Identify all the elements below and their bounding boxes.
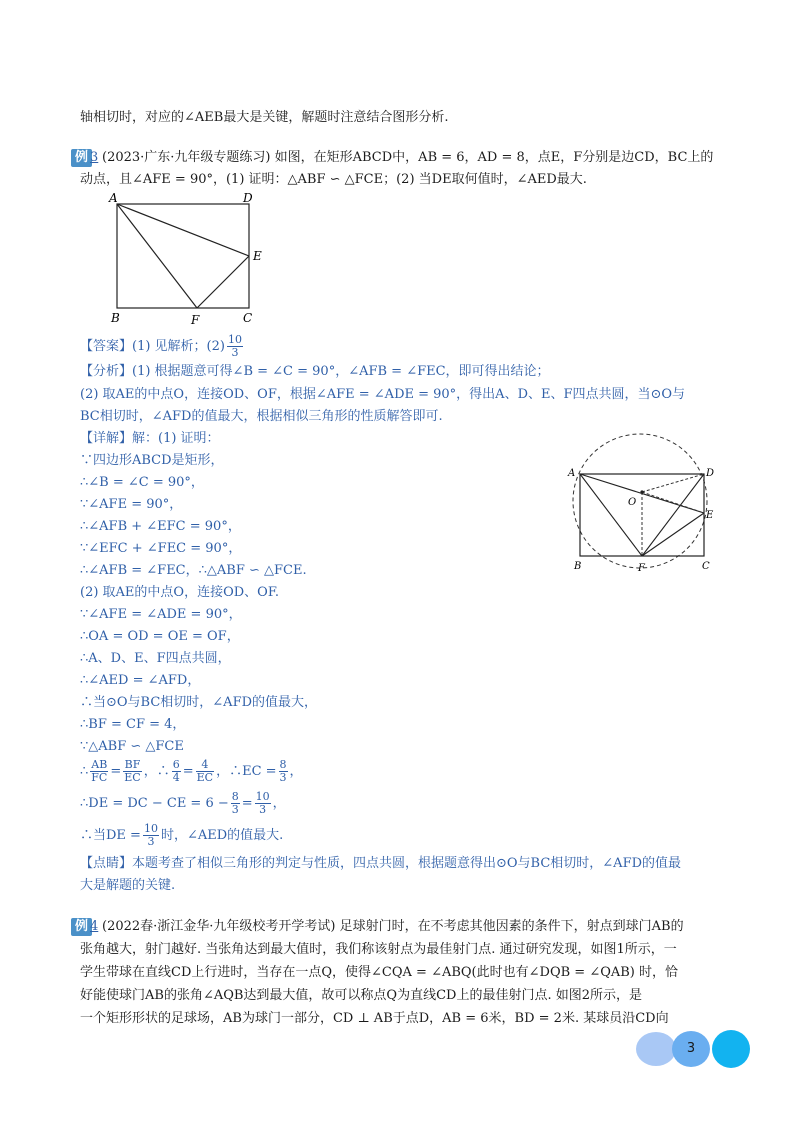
example3-statement-line2: 动点，且∠AFE = 90°，(1) 证明：△ABF ∽ △FCE；(2) 当DE取何值时，∠AED最大. bbox=[80, 172, 587, 187]
analysis-line1: 【分析】(1) 根据题意可得∠B = ∠C = 90°，∠AFB = ∠FEC，即可得出结论； bbox=[80, 364, 550, 379]
equals-sign: = bbox=[110, 764, 122, 779]
detail-line: ∴∠B = ∠C = 90°， bbox=[80, 475, 204, 490]
fraction-numerator: 10 bbox=[143, 822, 158, 835]
ratio-suffix: ， bbox=[289, 764, 303, 779]
segment-fd bbox=[642, 474, 704, 556]
fraction-numerator: 8 bbox=[279, 758, 287, 771]
page-bubble-right bbox=[712, 1030, 750, 1068]
example-badge: 例 bbox=[71, 149, 92, 167]
answer-prefix: 【答案】(1) 见解析；(2) bbox=[80, 339, 225, 354]
detail-line: (2) 取AE的中点O，连接OD、OF. bbox=[80, 585, 279, 600]
fraction-denominator: EC bbox=[124, 771, 141, 784]
detail-line: ∵∠AFE = ∠ADE = 90°， bbox=[80, 607, 242, 622]
ratio-mid: ，∴ bbox=[143, 764, 170, 779]
detail-line: ∴BF = CF = 4， bbox=[80, 717, 186, 732]
de-prefix: ∴DE = DC − CE = 6 − bbox=[80, 796, 229, 811]
de-line bbox=[80, 789, 286, 819]
answer-denominator: 3 bbox=[231, 346, 239, 359]
segment-fe bbox=[642, 513, 704, 556]
detail-line: ∴A、D、E、F四点共圆， bbox=[80, 651, 231, 666]
fraction-numerator: 4 bbox=[196, 759, 214, 772]
page-bubble-left bbox=[636, 1032, 676, 1066]
label-d: D bbox=[706, 468, 715, 479]
point-o bbox=[640, 490, 643, 493]
segment-od bbox=[642, 474, 704, 492]
label-d: D bbox=[243, 191, 253, 205]
fraction-numerator: 8 bbox=[231, 790, 239, 803]
detail-line: ∵△ABF ∽ △FCE bbox=[80, 739, 184, 754]
example3-statement-line1: (2023·广东·九年级专题练习) 如图，在矩形ABCD中，AB = 6，AD = 8，点E，F分别是边CD，BC上的 bbox=[102, 150, 714, 165]
analysis-line2: (2) 取AE的中点O，连接OD、OF，根据∠AFE = ∠ADE = 90°，得出A、D、E、F四点共圆，当⊙O与 bbox=[80, 387, 686, 402]
example4-line5: 一个矩形形状的足球场，AB为球门一部分，CD ⊥ AB于点D，AB = 6米，BD = 2米. 某球员沿CD向 bbox=[80, 1011, 669, 1026]
fraction-denominator: FC bbox=[91, 771, 108, 784]
detail-line: ∴OA = OD = OE = OF， bbox=[80, 629, 240, 644]
detail-line: 【详解】解：(1) 证明： bbox=[80, 431, 220, 446]
conclusion-suffix: 时，∠AED的值最大. bbox=[160, 828, 284, 843]
detail-line: ∵∠AFE = 90°， bbox=[80, 497, 183, 512]
fraction-denominator: 3 bbox=[279, 771, 287, 784]
fraction-numerator: 10 bbox=[255, 790, 270, 803]
detail-line: ∴∠AFB + ∠EFC = 90°， bbox=[80, 519, 241, 534]
fraction-denominator: 3 bbox=[259, 803, 267, 816]
label-e: E bbox=[253, 249, 262, 263]
detail-line: ∵∠EFC + ∠FEC = 90°， bbox=[80, 541, 242, 556]
ratio-line bbox=[80, 757, 303, 787]
answer-numerator: 10 bbox=[227, 333, 242, 346]
example-number: 4 bbox=[90, 919, 99, 934]
example-number: 3 bbox=[90, 150, 99, 165]
detail-line: ∴∠AED = ∠AFD， bbox=[80, 673, 201, 688]
fraction-numerator: AB bbox=[91, 758, 108, 771]
rectangle-figure bbox=[105, 190, 275, 330]
detail-line: ∵四边形ABCD是矩形， bbox=[80, 453, 224, 468]
intro-text: 轴相切时，对应的∠AEB最大是关键，解题时注意结合图形分析. bbox=[80, 110, 449, 125]
comment-line2: 大是解题的关键. bbox=[80, 878, 176, 893]
detail-line: ∴当⊙O与BC相切时，∠AFD的值最大， bbox=[80, 695, 318, 710]
ratio-mid2: ，∴EC = bbox=[216, 764, 277, 779]
label-f: F bbox=[638, 563, 645, 574]
equals-sign: = bbox=[241, 796, 253, 811]
detail-line: ∴∠AFB = ∠FEC，∴△ABF ∽ △FCE. bbox=[80, 563, 307, 578]
de-suffix: ， bbox=[272, 796, 286, 811]
example4-line2: 张角越大，射门越好. 当张角达到最大值时，我们称该射点为最佳射门点. 通过研究发现，如图1所示，一 bbox=[80, 942, 677, 957]
example4-line3: 学生带球在直线CD上行进时，当存在一点Q，使得∠CQA = ∠ABQ(此时也有∠DQB = ∠QAB) 时，恰 bbox=[80, 965, 679, 980]
conclusion-line bbox=[80, 821, 283, 851]
fraction-numerator: 6 bbox=[172, 758, 180, 771]
equals-sign: = bbox=[182, 764, 194, 779]
fraction-denominator: 3 bbox=[231, 803, 239, 816]
label-b: B bbox=[574, 561, 582, 572]
label-c: C bbox=[243, 311, 253, 325]
segment-oe bbox=[642, 492, 704, 513]
analysis-line3: BC相切时，∠AFD的值最大，根据相似三角形的性质解答即可. bbox=[80, 409, 443, 424]
page-number: 3 bbox=[686, 1041, 696, 1056]
circle-o bbox=[573, 434, 707, 568]
fraction-numerator: BF bbox=[124, 758, 141, 771]
label-a: A bbox=[568, 468, 576, 479]
segment-fe bbox=[197, 256, 249, 308]
fraction-denominator: EC bbox=[196, 771, 214, 784]
comment-line1: 【点睛】本题考查了相似三角形的判定与性质，四点共圆，根据题意得出⊙O与BC相切时，∠AFD的值最 bbox=[80, 856, 682, 871]
ratio-prefix: ∴ bbox=[80, 764, 89, 779]
label-o: O bbox=[628, 497, 637, 508]
label-a: A bbox=[109, 191, 118, 205]
label-b: B bbox=[111, 311, 120, 325]
segment-af bbox=[580, 474, 642, 556]
label-e: E bbox=[706, 510, 714, 521]
example-badge: 例 bbox=[71, 918, 92, 936]
label-c: C bbox=[702, 561, 710, 572]
conclusion-prefix: ∴当DE = bbox=[80, 828, 141, 843]
fraction-denominator: 4 bbox=[172, 771, 180, 784]
label-f: F bbox=[191, 313, 200, 327]
example4-line1: (2022春·浙江金华·九年级校考开学考试) 足球射门时，在不考虑其他因素的条件下，射点到球门AB的 bbox=[102, 919, 684, 934]
fraction-denominator: 3 bbox=[147, 835, 155, 848]
circle-figure bbox=[560, 428, 730, 578]
example4-line4: 好能使球门AB的张角∠AQB达到最大值，故可以称点Q为直线CD上的最佳射门点. 如图2所示，是 bbox=[80, 988, 642, 1003]
rectangle-abcd bbox=[117, 204, 249, 308]
answer-line bbox=[80, 334, 245, 360]
